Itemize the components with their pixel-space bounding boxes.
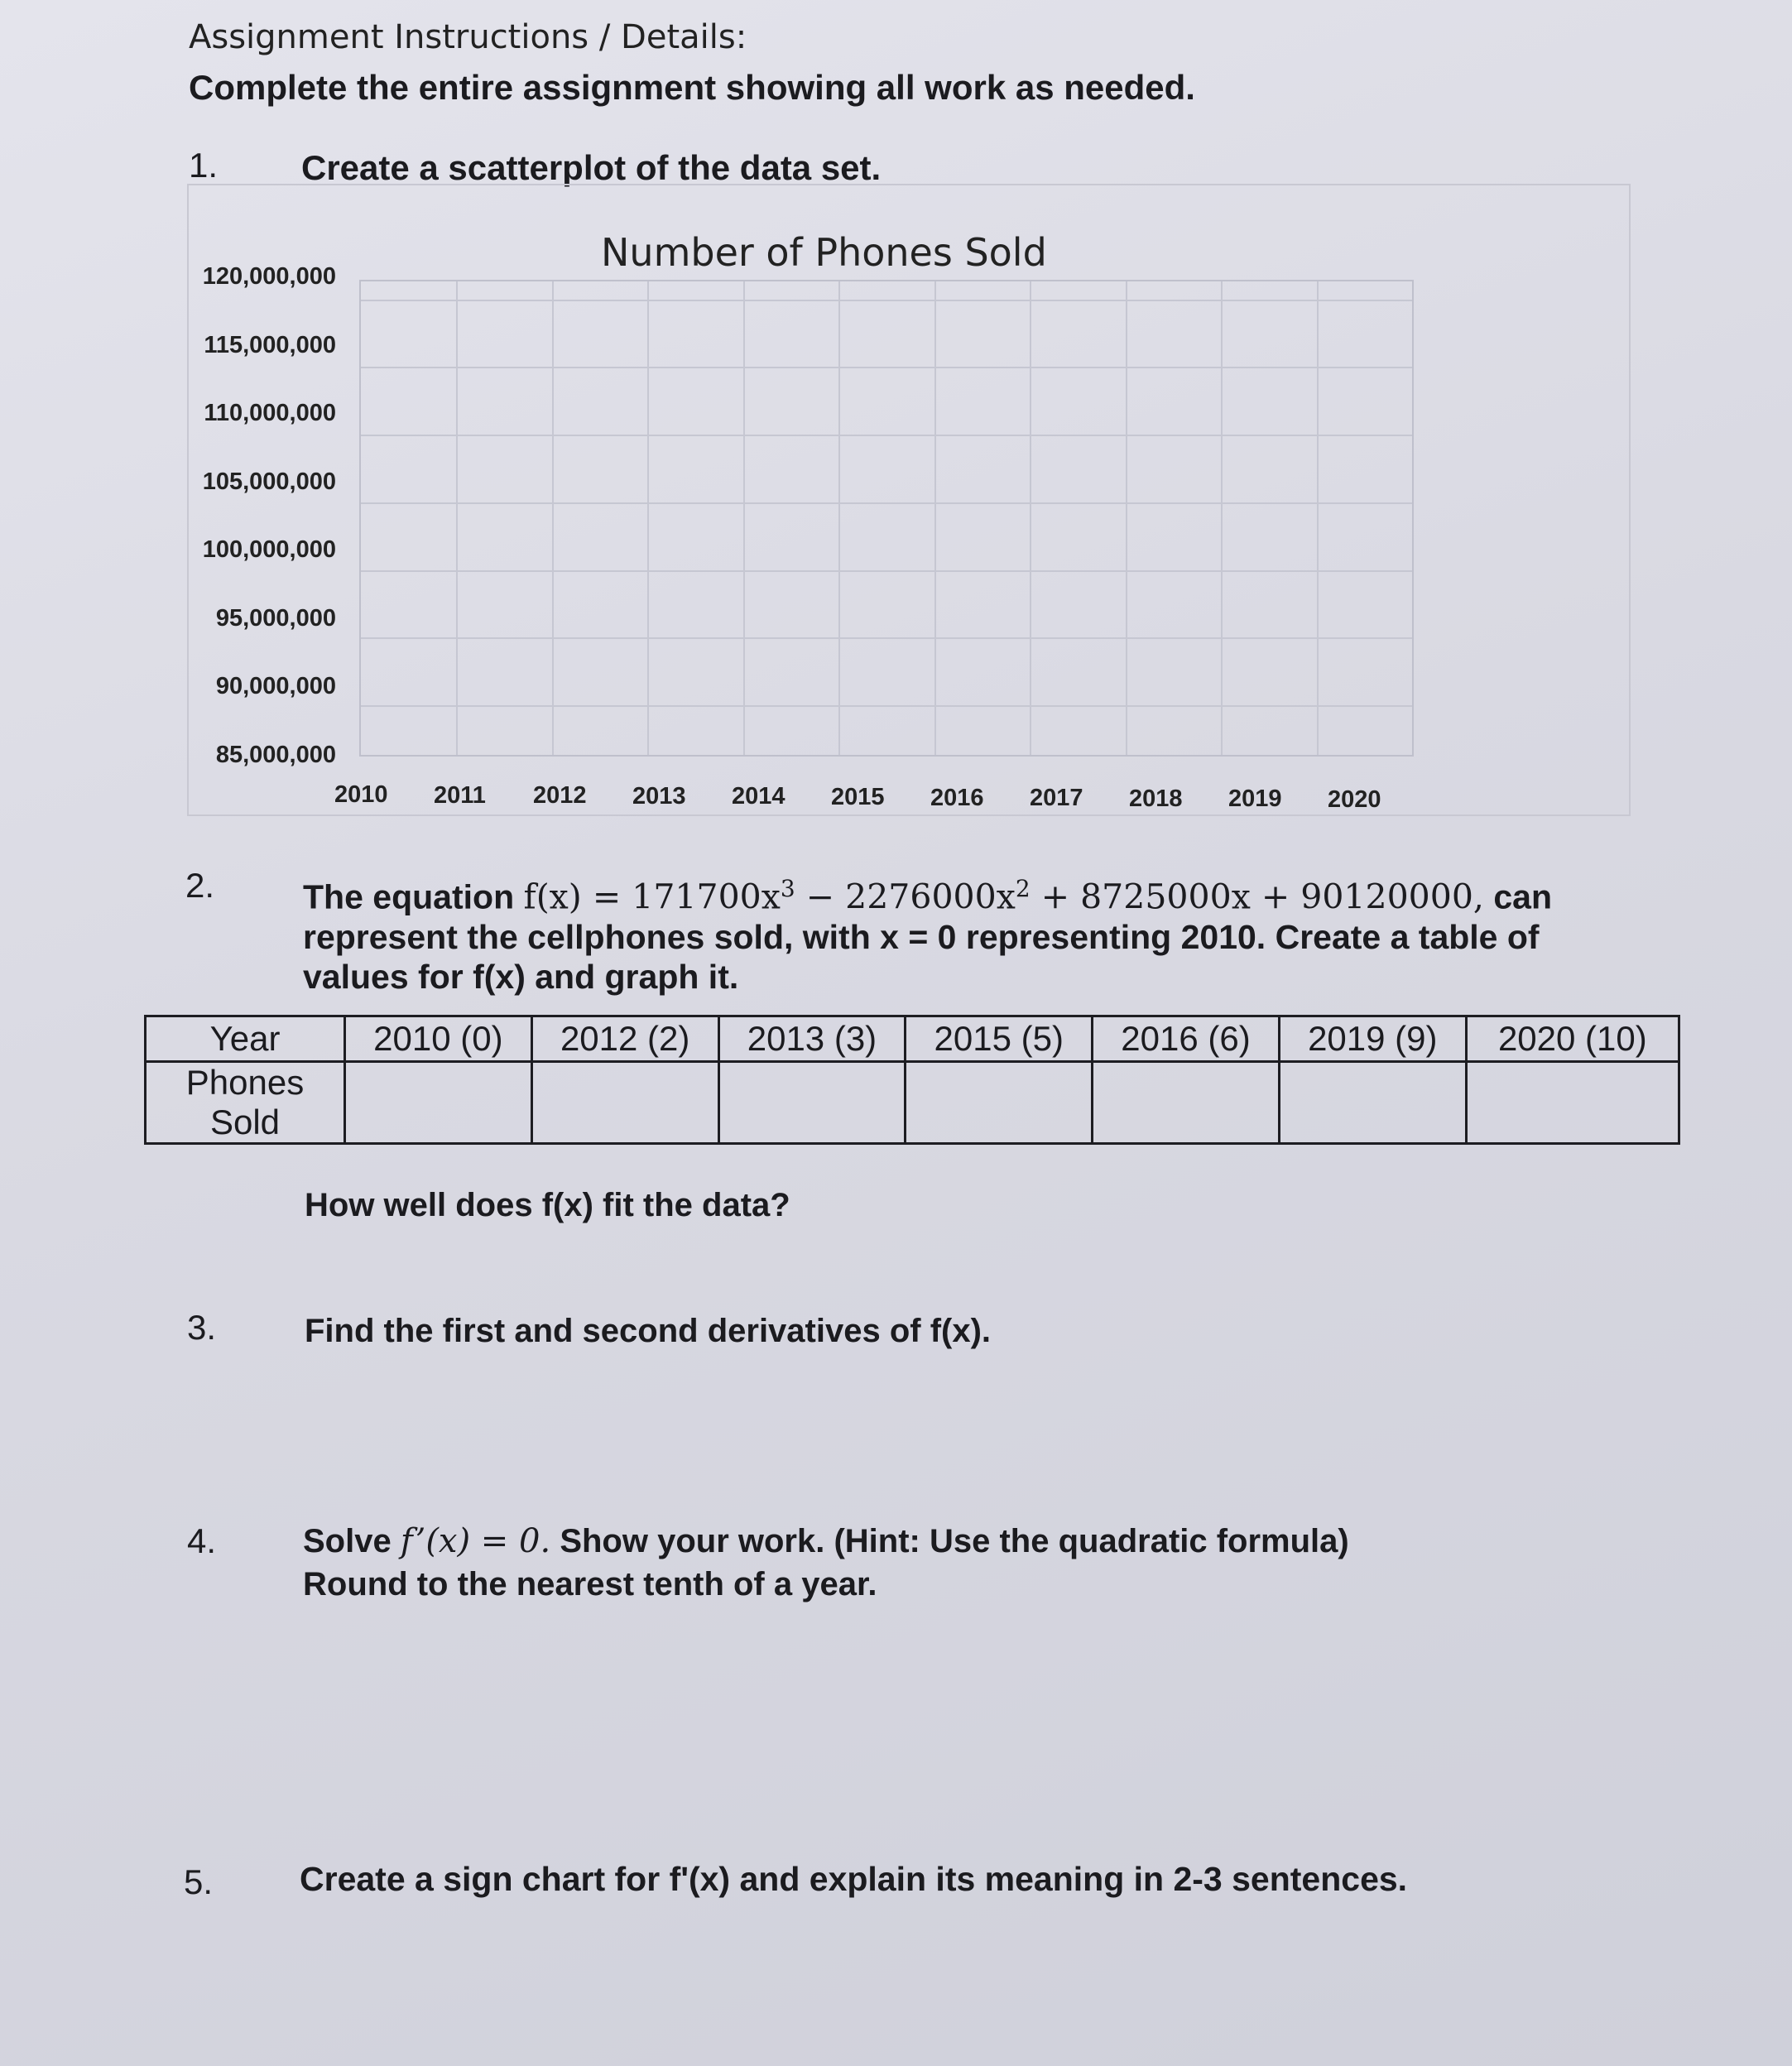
year-cell: 2013 (3)	[718, 1016, 906, 1062]
question-2-can: can	[1483, 877, 1552, 916]
phones-sold-answer-cell[interactable]	[1466, 1062, 1679, 1144]
x-axis-tick-label: 2015	[831, 784, 885, 810]
phones-sold-answer-cell[interactable]	[345, 1062, 532, 1144]
chart-title: Number of Phones Sold	[601, 230, 1047, 275]
year-header: Year	[146, 1016, 345, 1062]
x-axis-tick-label: 2011	[434, 781, 486, 809]
question-1-text: Create a scatterplot of the data set.	[301, 148, 882, 187]
grid-line-vertical	[552, 281, 554, 755]
y-axis-tick-label: 90,000,000	[215, 673, 336, 699]
year-cell: 2020 (10)	[1466, 1016, 1679, 1062]
question-5-text: Create a sign chart for f'(x) and explain its meaning in 2-3 sentences.	[300, 1860, 1408, 1898]
question-2-intro: The equation	[303, 877, 515, 916]
grid-line-horizontal	[361, 570, 1412, 572]
grid-line-vertical	[456, 281, 458, 755]
x-axis-tick-label: 2014	[732, 783, 786, 810]
y-axis-tick-label: 110,000,000	[204, 400, 336, 426]
phones-sold-answer-cell[interactable]	[1093, 1062, 1280, 1144]
x-axis-tick-label: 2018	[1129, 785, 1183, 812]
equation-exp-3: 3	[780, 875, 795, 902]
instructions-heading: Assignment Instructions / Details:	[189, 18, 747, 56]
grid-line-horizontal	[361, 367, 1412, 368]
instructions-subheading: Complete the entire assignment showing all work as needed.	[189, 68, 1195, 107]
question-4-solve: Solve	[303, 1523, 392, 1559]
y-axis-tick-label: 95,000,000	[215, 604, 336, 632]
phones-sold-answer-cell[interactable]	[718, 1062, 906, 1144]
year-cell: 2019 (9)	[1279, 1016, 1466, 1062]
phones-sold-header: Phones Sold	[146, 1062, 345, 1144]
question-5-number: 5.	[184, 1862, 214, 1901]
chart-plot-area	[359, 280, 1414, 757]
equation-term-1: = 171700x	[581, 877, 781, 917]
x-axis-tick-label: 2020	[1328, 786, 1381, 813]
question-3-number: 3.	[187, 1308, 217, 1347]
phones-sold-answer-cell[interactable]	[906, 1062, 1093, 1144]
question-4-line-1	[303, 1520, 1349, 1563]
y-axis-tick-label: 85,000,000	[215, 741, 336, 768]
grid-line-horizontal	[361, 637, 1412, 639]
question-3-text: Find the first and second derivatives of f(x).	[305, 1313, 992, 1349]
x-axis-tick-label: 2013	[632, 782, 686, 810]
y-axis-tick-label: 105,000,000	[202, 468, 336, 495]
x-axis-tick-label: 2012	[533, 782, 587, 810]
year-cell: 2010 (0)	[345, 1016, 532, 1062]
year-cell: 2015 (5)	[906, 1016, 1093, 1062]
question-2-line-3: values for f(x) and graph it.	[303, 958, 739, 996]
x-axis-tick-label: 2010	[334, 781, 388, 808]
year-cell: 2012 (2)	[531, 1016, 718, 1062]
grid-line-vertical	[838, 281, 840, 755]
equation-exp-2: 2	[1015, 875, 1031, 902]
grid-line-horizontal	[361, 705, 1412, 707]
question-2-line-1	[303, 867, 1552, 919]
question-2-line-2: represent the cellphones sold, with x = 0 representing 2010. Create a table of	[303, 918, 1540, 956]
grid-line-horizontal	[361, 502, 1412, 504]
x-axis-tick-label: 2016	[930, 784, 984, 811]
question-1-number: 1.	[189, 146, 219, 185]
question-4-instructions: Show your work. (Hint: Use the quadratic formula)	[550, 1523, 1349, 1559]
grid-line-vertical	[647, 281, 649, 755]
question-2-followup: How well does f(x) fit the data?	[305, 1187, 790, 1223]
x-axis-tick-label: 2019	[1228, 786, 1282, 813]
phones-sold-answer-cell[interactable]	[531, 1062, 718, 1144]
question-4-derivative: f’(x) = 0.	[400, 1522, 551, 1560]
equation-term-3: + 8725000x + 90120000,	[1030, 877, 1484, 917]
equation-fx: f(x)	[523, 877, 582, 917]
question-2-number: 2.	[185, 866, 215, 905]
grid-line-horizontal	[361, 300, 1412, 301]
grid-line-vertical	[1030, 281, 1031, 755]
y-axis-tick-label: 120,000,000	[202, 263, 336, 290]
grid-line-vertical	[1126, 281, 1127, 755]
year-cell: 2016 (6)	[1093, 1016, 1280, 1062]
x-axis-tick-label: 2017	[1030, 785, 1083, 812]
grid-line-vertical	[1317, 281, 1319, 755]
question-4-number: 4.	[187, 1521, 217, 1560]
grid-line-vertical	[934, 281, 936, 755]
grid-line-vertical	[743, 281, 745, 755]
y-axis-tick-label: 100,000,000	[202, 536, 336, 563]
values-table	[144, 1015, 1680, 1145]
y-axis-tick-label: 115,000,000	[204, 331, 336, 358]
grid-line-vertical	[1221, 281, 1223, 755]
question-4-line-2: Round to the nearest tenth of a year.	[303, 1566, 877, 1602]
equation-term-2: − 2276000x	[795, 877, 1016, 917]
grid-line-horizontal	[361, 435, 1412, 436]
phones-sold-answer-cell[interactable]	[1279, 1062, 1466, 1144]
